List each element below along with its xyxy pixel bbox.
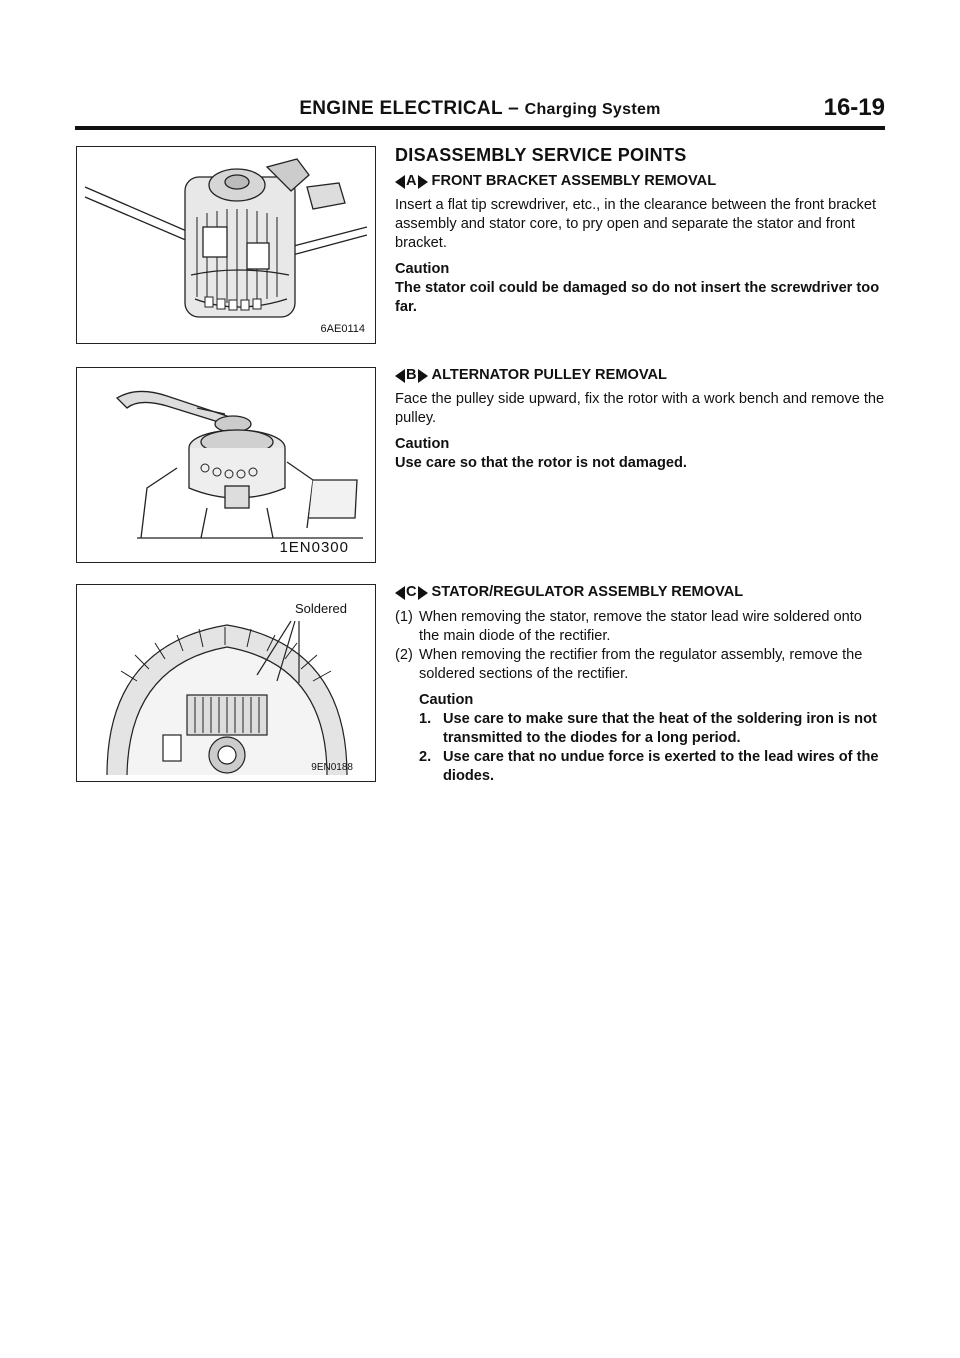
list-item <box>419 748 885 786</box>
alternator-illustration <box>77 147 375 343</box>
soldered-label: Soldered <box>294 601 347 616</box>
step-a-title <box>395 172 885 191</box>
text-column <box>395 366 885 473</box>
step-title-text: ALTERNATOR PULLEY REMOVAL <box>431 367 667 383</box>
step-b-body: Face the pulley side upward, fix the rotor with a work bench and remove the pulley. <box>395 391 885 426</box>
right-arrow-icon <box>418 175 428 189</box>
figure-stator-soldered <box>76 584 376 782</box>
header-rule <box>75 126 885 130</box>
step-marker <box>395 172 428 191</box>
list-item <box>395 646 885 684</box>
step-a-body: Insert a flat tip screwdriver, etc., in the clearance between the front bracket assembly and stator core, to pry open and separate the stator and front bracket. <box>395 197 877 251</box>
list-item <box>395 608 885 646</box>
item-number: (2) <box>395 647 413 663</box>
step-title-text: STATOR/REGULATOR ASSEMBLY REMOVAL <box>431 584 744 600</box>
step-marker <box>395 366 428 385</box>
marker-letter: A <box>406 173 417 189</box>
section-title: DISASSEMBLY SERVICE POINTS <box>395 145 687 165</box>
header-title <box>75 98 885 120</box>
marker-letter: B <box>406 367 417 383</box>
item-number: 2. <box>419 749 432 765</box>
caution-text: Use care so that the rotor is not damaged. <box>395 455 687 471</box>
figure-front-bracket-removal <box>76 146 376 344</box>
step-c-title <box>395 583 885 602</box>
step-b-title <box>395 366 885 385</box>
step-c-caution <box>419 691 885 786</box>
item-number: 1. <box>419 711 432 727</box>
header-subtitle: Charging System <box>524 101 661 118</box>
text-column <box>395 146 885 317</box>
caution-label: Caution <box>395 261 450 277</box>
left-arrow-icon <box>395 175 405 189</box>
list-item <box>419 710 885 748</box>
item-text: Use care to make sure that the heat of the soldering iron is not transmitted to the diodes for a long period. <box>443 711 877 746</box>
figure-code: 1EN0300 <box>279 539 349 556</box>
right-arrow-icon <box>418 369 428 383</box>
item-number: (1) <box>395 609 413 625</box>
marker-letter: C <box>406 584 417 600</box>
step-title-text: FRONT BRACKET ASSEMBLY REMOVAL <box>431 173 717 189</box>
left-arrow-icon <box>395 586 405 600</box>
left-arrow-icon <box>395 369 405 383</box>
pulley-illustration <box>77 368 375 562</box>
caution-label: Caution <box>419 692 474 708</box>
figure-code: 9EN0188 <box>311 762 353 773</box>
figure-pulley-removal <box>76 367 376 563</box>
right-arrow-icon <box>418 586 428 600</box>
item-text: When removing the stator, remove the stator lead wire soldered onto the main diode of the rectifier. <box>419 609 862 644</box>
caution-list <box>419 710 885 786</box>
caution-label: Caution <box>395 436 450 452</box>
item-text: Use care that no undue force is exerted to the lead wires of the diodes. <box>443 749 879 784</box>
figure-code: 6AE0114 <box>320 323 365 335</box>
page-number: 16-19 <box>823 94 885 121</box>
step-c-items <box>395 608 885 684</box>
header-main-title: ENGINE ELECTRICAL <box>299 98 503 119</box>
item-text: When removing the rectifier from the regulator assembly, remove the soldered sections of the rectifier. <box>419 647 863 682</box>
caution-text: The stator coil could be damaged so do not insert the screwdriver too far. <box>395 280 880 315</box>
text-column <box>395 583 885 786</box>
step-marker <box>395 583 428 602</box>
page-header <box>75 92 885 126</box>
header-dash: – <box>508 98 519 119</box>
